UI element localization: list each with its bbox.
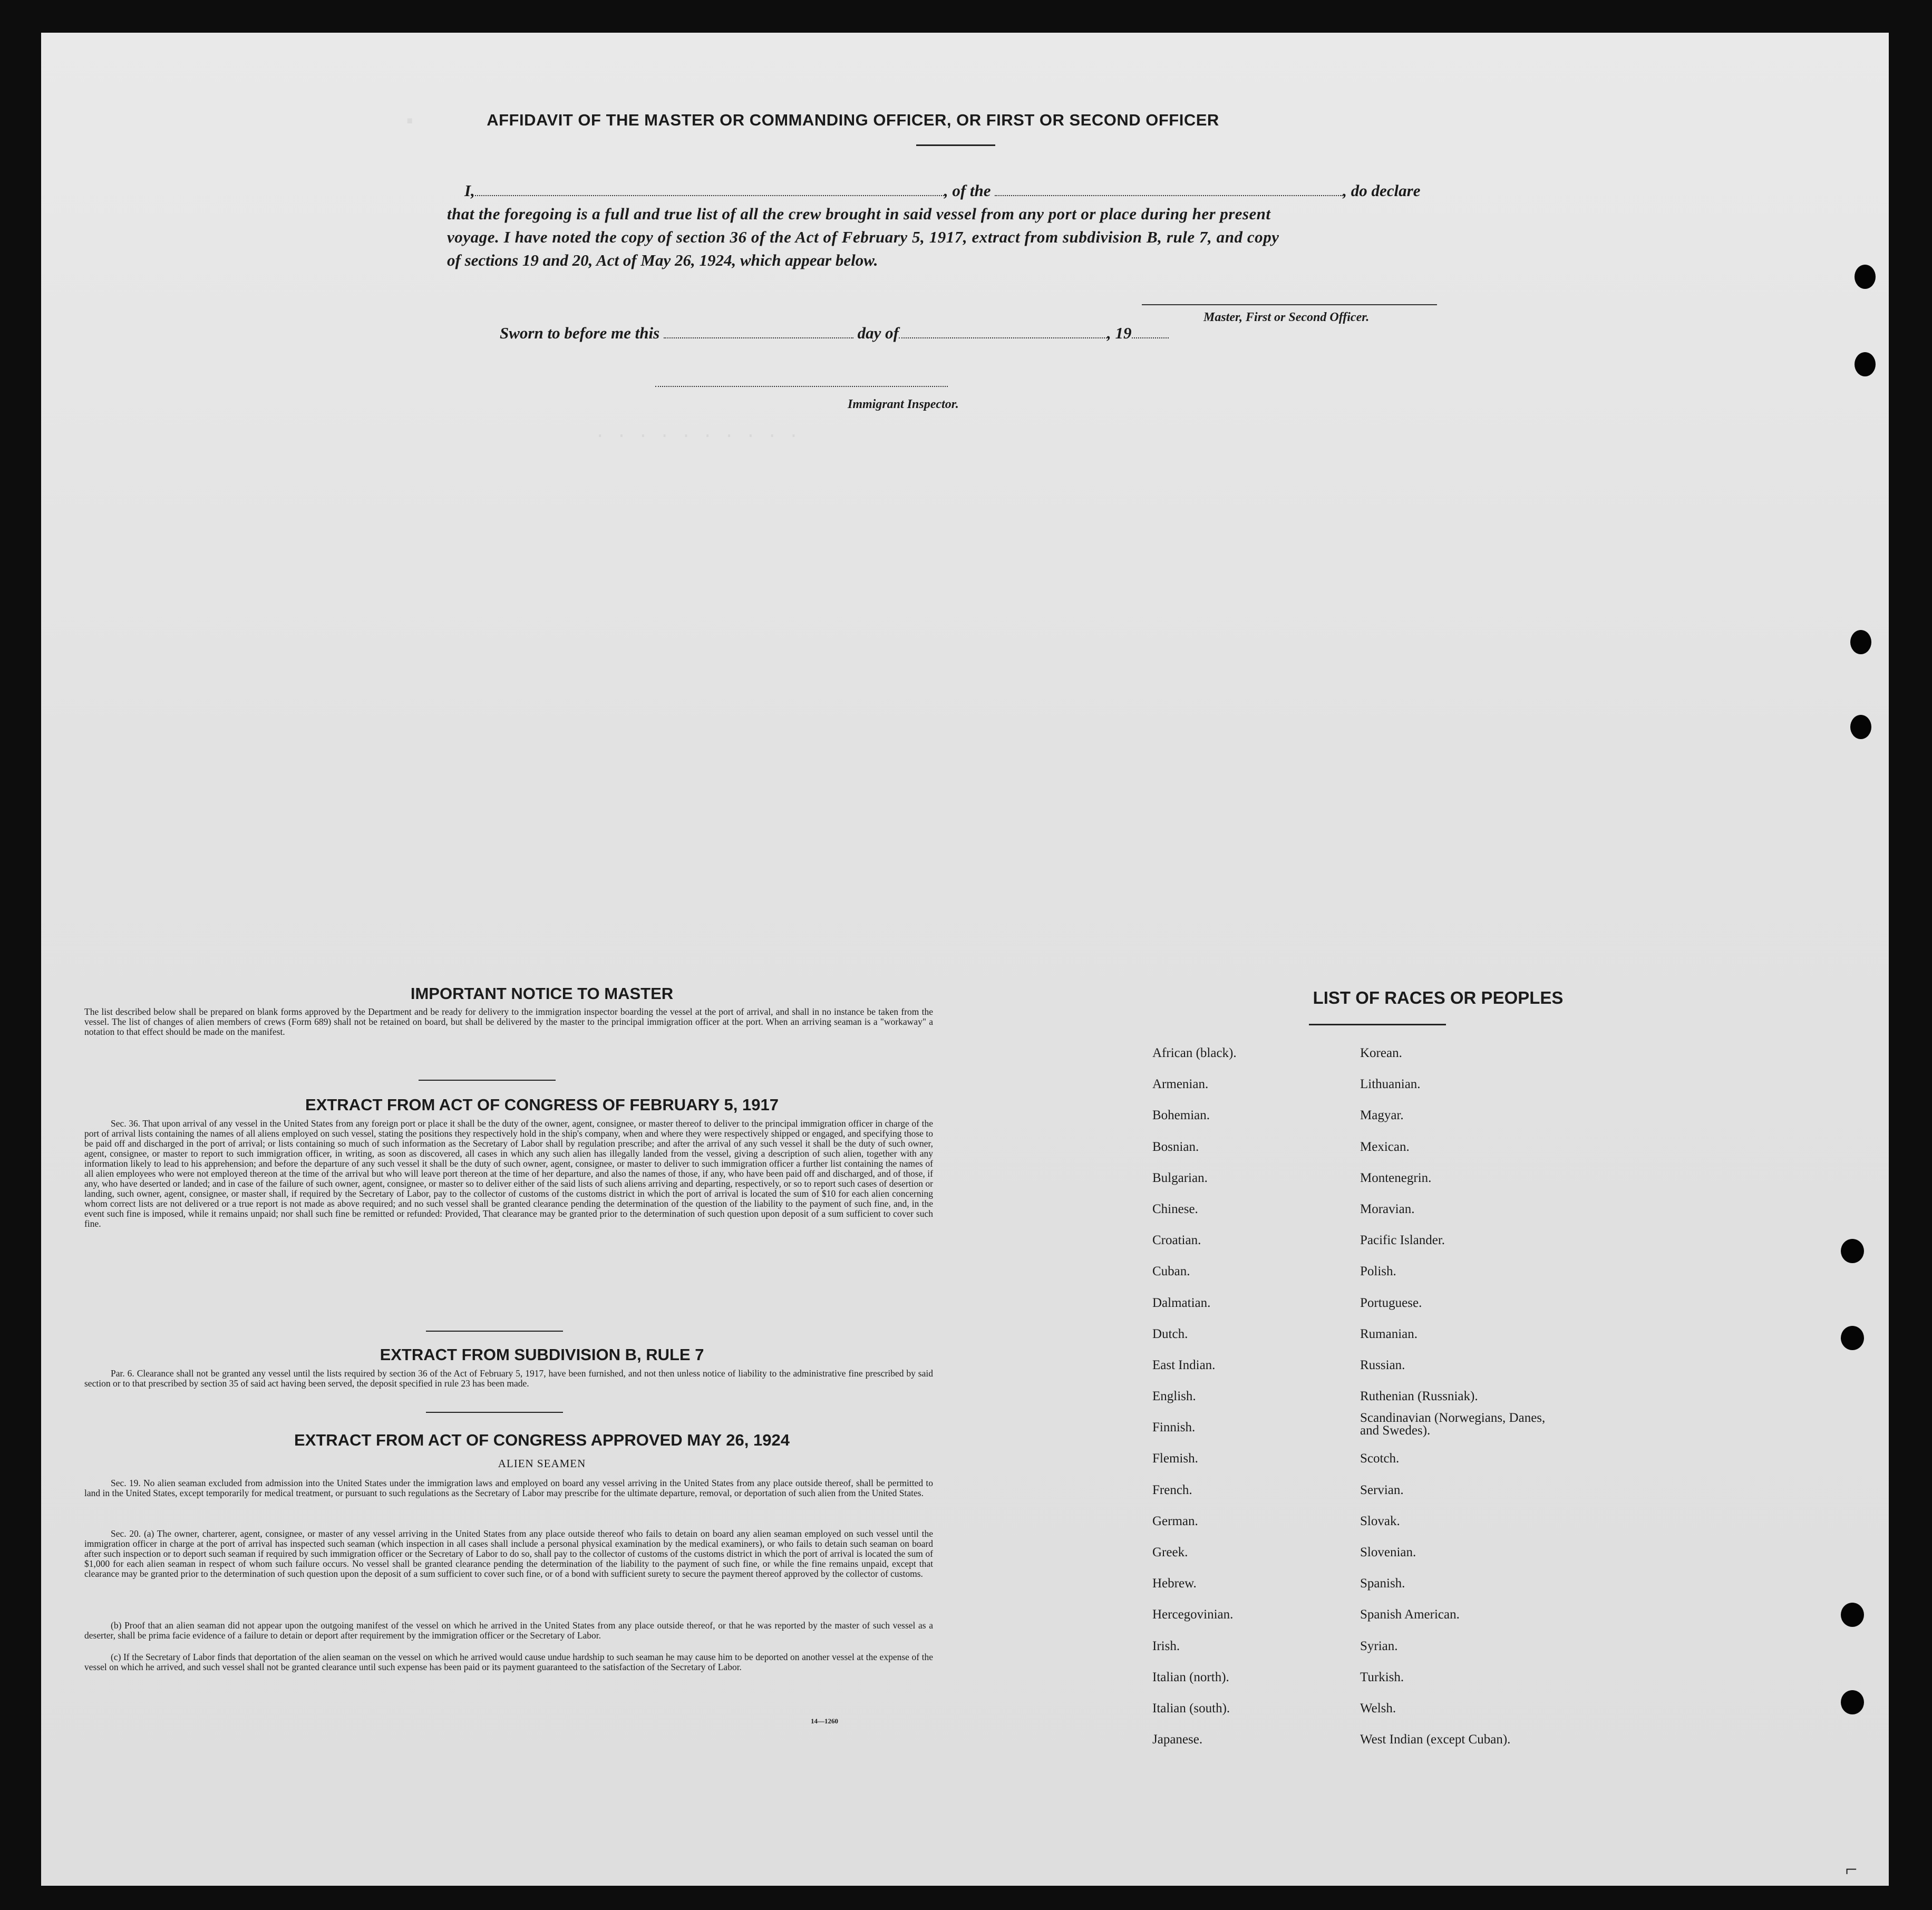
affidavit-title-rule: [916, 144, 995, 146]
race-item: Montenegrin.: [1360, 1170, 1432, 1185]
extract-rule7-text: Par. 6. Clearance shall not be granted any vessel until the lists required by section 36 of the Act of February 5, 1917, have been furnished, and not then unless notice of liability to the administrative fine prescribed by said section or to that prescribed by section 35 of said act having been served, the deposit specified in rule 23 has been made.: [84, 1368, 933, 1389]
race-item: English.: [1152, 1389, 1196, 1404]
race-item: Scotch.: [1360, 1451, 1400, 1466]
race-item: Chinese.: [1152, 1201, 1198, 1216]
race-item: Cuban.: [1152, 1264, 1190, 1279]
affidavit-line1: [464, 179, 1420, 202]
year-label: , 19: [1107, 324, 1132, 342]
sworn-line: [500, 322, 1169, 345]
inspector-caption: Immigrant Inspector.: [848, 397, 959, 411]
affidavit-title: AFFIDAVIT OF THE MASTER OR COMMANDING OFFICER, OR FIRST OR SECOND OFFICER: [487, 111, 1219, 129]
race-item: Dalmatian.: [1152, 1295, 1211, 1310]
affidavit-i-label: I,: [464, 181, 475, 200]
binder-hole-4: [1850, 715, 1871, 739]
race-item: Finnish.: [1152, 1420, 1196, 1435]
race-item: Spanish American.: [1360, 1607, 1460, 1622]
day-of-label: day of: [857, 324, 899, 342]
binder-hole-1: [1855, 265, 1876, 289]
binder-hole-6: [1841, 1326, 1864, 1350]
notice-title: IMPORTANT NOTICE TO MASTER: [410, 984, 674, 1003]
race-item: Rumanian.: [1360, 1326, 1418, 1341]
extract-rule7-title: EXTRACT FROM SUBDIVISION B, RULE 7: [380, 1345, 704, 1364]
vessel-blank-line[interactable]: [995, 181, 1343, 196]
sec20b-text: (b) Proof that an alien seaman did not appear upon the outgoing manifest of the vessel on which he arrived in the United States from any place outside thereof, or that he was reported by the master of such vessel as a deserter, shall be prima facie evidence of a failure to detain or deport after requirement by the immigration officer or the Secretary of Labor.: [84, 1620, 933, 1641]
race-item: Italian (south).: [1152, 1701, 1230, 1715]
extract-1917-title: EXTRACT FROM ACT OF CONGRESS OF FEBRUARY 5, 1917: [305, 1095, 779, 1114]
race-item: Armenian.: [1152, 1077, 1209, 1092]
divider-1: [419, 1080, 556, 1081]
affidavit-line3: voyage. I have noted the copy of section 36 of the Act of February 5, 1917, extract from subdivision B, rule 7, and copy: [447, 228, 1279, 246]
extract-1924-title: EXTRACT FROM ACT OF CONGRESS APPROVED MAY 26, 1924: [294, 1431, 790, 1449]
race-item: French.: [1152, 1482, 1192, 1497]
extract-1917-text: Sec. 36. That upon arrival of any vessel in the United States from any foreign port or place it shall be the duty of the owner, agent, consignee, or master thereof to deliver to the principal immigration officer in charge of the port of arrival lists containing the names of all aliens employed on such vessel, stating the positions they respectively hold in the ship's company, when and where they were respectively shipped or engaged, and specifying those to be paid off and discharged in the port of arrival; or lists containing so much of such information as the Secretary of Labor shall by regulation prescribe; and after the arrival of any such vessel it shall be the duty of such owner, agent, consignee, or master to report to such immigration officer, in writing, as soon as discovered, all cases in which any such alien has illegally landed from the vessel, giving a description of such alien, together with any information likely to lead to his apprehension; and before the departure of any such vessel it shall be the duty of such owner, agent, consignee, or master to deliver to such immigration officer a further list containing the names of all alien employees who were not employed thereon at the time of the arrival but who will leave port thereon at the time of her departure, and also the names of those, if any, who have been paid off and discharged, and of those, if any, who have deserted or landed; and in case of the failure of such owner, agent, consignee, or master so to deliver either of the said lists of such aliens arriving and departing, respectively, or so to report such cases of desertion or landing, such owner, agent, consignee, or master shall, if required by the Secretary of Labor, pay to the collector of customs of the customs district in which the port of arrival is located the sum of $10 for each alien concerning whom correct lists are not delivered or a true report is not made as above required; and no such vessel shall be granted clearance pending the determination of the question of the liability to the payment of such fine, and, in the event such fine is imposed, while it remains unpaid; nor shall such fine be remitted or refunded: Provided, That clearance may be granted prior to the determination of such question upon deposit of a sum sufficient to cover such fine.: [84, 1118, 933, 1229]
race-item: Greek.: [1152, 1545, 1188, 1559]
affidavit-line2: that the foregoing is a full and true list of all the crew brought in said vessel from any port or place during her present: [447, 205, 1271, 223]
race-item: Japanese.: [1152, 1732, 1203, 1747]
race-item: West Indian (except Cuban).: [1360, 1732, 1511, 1747]
race-item: Flemish.: [1152, 1451, 1198, 1466]
sec19-text: Sec. 19. No alien seaman excluded from admission into the United States under the immigration laws and employed on board any vessel arriving in the United States from any place outside thereof, shall be permitted to land in the United States, except temporarily for medical treatment, or pursuant to such regulations as the Secretary of Labor may prescribe for the ultimate departure, removal, or deportation of such alien from the United States.: [84, 1478, 933, 1498]
race-item: Mexican.: [1360, 1139, 1410, 1154]
race-item: Irish.: [1152, 1638, 1180, 1653]
divider-2: [426, 1331, 563, 1332]
marginal-mark: ⌐: [1844, 1857, 1858, 1881]
sec20c-text: (c) If the Secretary of Labor finds that deportation of the alien seaman on the vessel on which he arrived would cause undue hardship to such seaman he may cause him to be deported on another vessel at the expense of the vessel on which he arrived, and such vessel shall not be granted clearance until such expense has been paid or its payment guaranteed to the satisfaction of the Secretary of Labor.: [84, 1652, 933, 1672]
inspector-signature-line[interactable]: [655, 386, 948, 387]
race-item: Moravian.: [1360, 1201, 1415, 1216]
race-item: East Indian.: [1152, 1358, 1216, 1372]
race-item: Slovenian.: [1360, 1545, 1416, 1559]
race-item: Bosnian.: [1152, 1139, 1199, 1154]
binder-hole-3: [1850, 630, 1871, 654]
race-item: Slovak.: [1360, 1514, 1400, 1528]
master-signature-caption: Master, First or Second Officer.: [1203, 311, 1370, 324]
affidavit-line4: of sections 19 and 20, Act of May 26, 1924, which appear below.: [447, 251, 878, 269]
sec20a-text: Sec. 20. (a) The owner, charterer, agent, consignee, or master of any vessel arriving in the United States from any place outside thereof who fails to detain on board any alien seaman employed on such vessel until the immigration officer in charge at the port of arrival has inspected such seaman (which inspection in all cases shall include a personal physical examination by the medical examiners), or who fails to detain such seaman on board after such inspection or to deport such seaman if required by such immigration officer or the Secretary of Labor to do so, shall pay to the collector of customs of the customs district in which the port of arrival is located the sum of $1,000 for each alien seaman in respect of whom such failure occurs. No vessel shall be granted clearance pending the determination of the liability to the payment of such fine, or while the fine remains unpaid, except that clearance may be granted prior to the determination of such question upon the deposit of a sum sufficient to cover such fine, or of a bond with sufficient surety to secure the payment thereof approved by the collector of customs.: [84, 1528, 933, 1579]
race-item: Welsh.: [1360, 1701, 1396, 1715]
name-blank-line[interactable]: [475, 181, 944, 196]
race-item: Lithuanian.: [1360, 1077, 1421, 1092]
race-item: Ruthenian (Russniak).: [1360, 1389, 1478, 1404]
alien-seamen-subtitle: ALIEN SEAMEN: [498, 1457, 586, 1470]
sworn-month-blank[interactable]: [899, 324, 1107, 338]
binder-hole-2: [1855, 352, 1876, 376]
race-item: Croatian.: [1152, 1233, 1201, 1248]
notice-text: The list described below shall be prepared on blank forms approved by the Department and be ready for delivery to the immigration inspector boarding the vessel at the port of arrival, and shall in no instance be taken from the vessel. The list of changes of alien members of crews (Form 689) shall not be retained on board, but shall be delivered by the master to the principal immigration officer at the port. When an arriving seaman is a "workaway" a notation to that effect should be made on the manifest.: [84, 1006, 933, 1037]
race-item: African (black).: [1152, 1046, 1237, 1060]
race-item: Syrian.: [1360, 1638, 1398, 1653]
races-column-1: [1152, 1038, 1237, 1755]
sworn-day-blank[interactable]: [664, 324, 853, 338]
sworn-label: Sworn to before me this: [500, 324, 660, 342]
races-column-2: [1360, 1038, 1550, 1755]
race-item: Portuguese.: [1360, 1295, 1422, 1310]
race-item: Korean.: [1360, 1046, 1402, 1060]
race-item: Magyar.: [1360, 1108, 1404, 1123]
sworn-year-blank[interactable]: [1132, 324, 1169, 338]
race-item: Russian.: [1360, 1358, 1405, 1372]
race-item: German.: [1152, 1514, 1198, 1528]
master-signature-line[interactable]: [1142, 304, 1437, 305]
race-item: Bohemian.: [1152, 1108, 1210, 1123]
divider-3: [426, 1412, 563, 1413]
races-title-rule: [1309, 1024, 1446, 1025]
bleed-through-background: . . . . . . . . . . .: [400, 96, 799, 443]
binder-hole-7: [1841, 1603, 1864, 1627]
affidavit-of-the-label: , of the: [944, 181, 991, 200]
race-item: Bulgarian.: [1152, 1170, 1208, 1185]
races-title: LIST OF RACES OR PEOPLES: [1313, 988, 1564, 1007]
form-number: 14—1260: [811, 1717, 838, 1725]
document-page: [41, 33, 1889, 1886]
race-item: Servian.: [1360, 1482, 1404, 1497]
binder-hole-8: [1841, 1690, 1864, 1714]
race-item: Turkish.: [1360, 1670, 1404, 1684]
race-item: Dutch.: [1152, 1326, 1188, 1341]
binder-hole-5: [1841, 1239, 1864, 1263]
race-item: Hercegovinian.: [1152, 1607, 1234, 1622]
race-item: Spanish.: [1360, 1576, 1405, 1591]
race-item: Scandinavian (Norwegians, Danes, and Swedes).: [1360, 1411, 1546, 1438]
race-item: Italian (north).: [1152, 1670, 1229, 1684]
race-item: Pacific Islander.: [1360, 1233, 1445, 1248]
race-item: Hebrew.: [1152, 1576, 1197, 1591]
affidavit-declare-label: , do declare: [1343, 181, 1421, 200]
race-item: Polish.: [1360, 1264, 1396, 1279]
